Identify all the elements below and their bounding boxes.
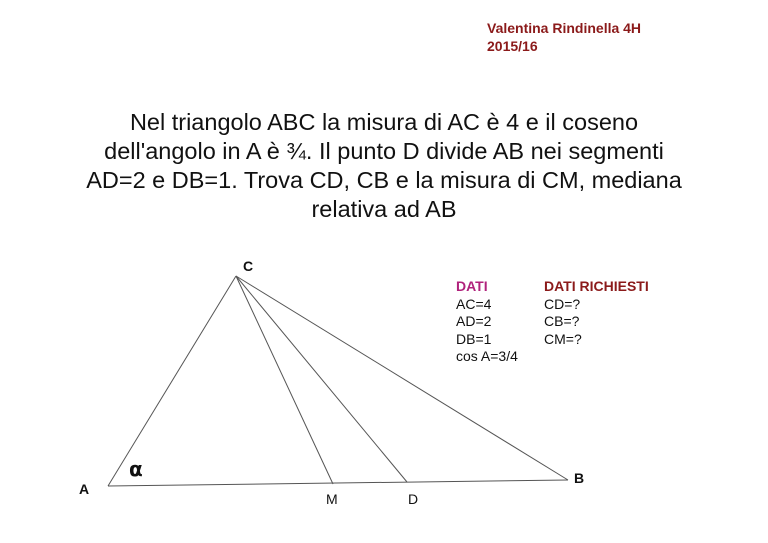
requested-item: CB=? [544,313,580,329]
problem-line-2: dell'angolo in A è ¾. Il punto D divide AB nei segmenti [104,138,664,164]
requested-data-column [544,278,649,348]
given-data-column [456,278,518,366]
requested-item: CM=? [544,330,582,347]
point-label-b: B [574,470,585,486]
segment-cb [236,276,568,480]
requested-item: CD=? [544,295,581,312]
segment-ac [108,276,236,486]
point-label-m: M [326,491,338,507]
given-item: AD=2 [456,313,492,329]
author-year: 2015/16 [487,38,538,54]
segment-cd [236,276,407,482]
point-label-c: C [243,258,254,274]
problem-line-4: relativa ad AB [311,196,457,222]
author-name: Valentina Rindinella 4H [487,20,642,36]
given-item: AC=4 [456,295,492,312]
segment-cm [236,276,333,484]
given-item: cos A=3/4 [456,348,518,364]
problem-line-3: AD=2 e DB=1. Trova CD, CB e la misura di CM, mediana [86,167,682,193]
point-label-d: D [408,491,419,507]
point-label-a: A [79,481,90,497]
angle-alpha-symbol: α [129,457,143,481]
given-item: DB=1 [456,330,492,347]
requested-heading: DATI RICHIESTI [544,278,649,294]
problem-line-1: Nel triangolo ABC la misura di AC è 4 e il coseno [129,109,639,135]
segment-ab [108,480,568,486]
given-heading: DATI [456,278,488,294]
